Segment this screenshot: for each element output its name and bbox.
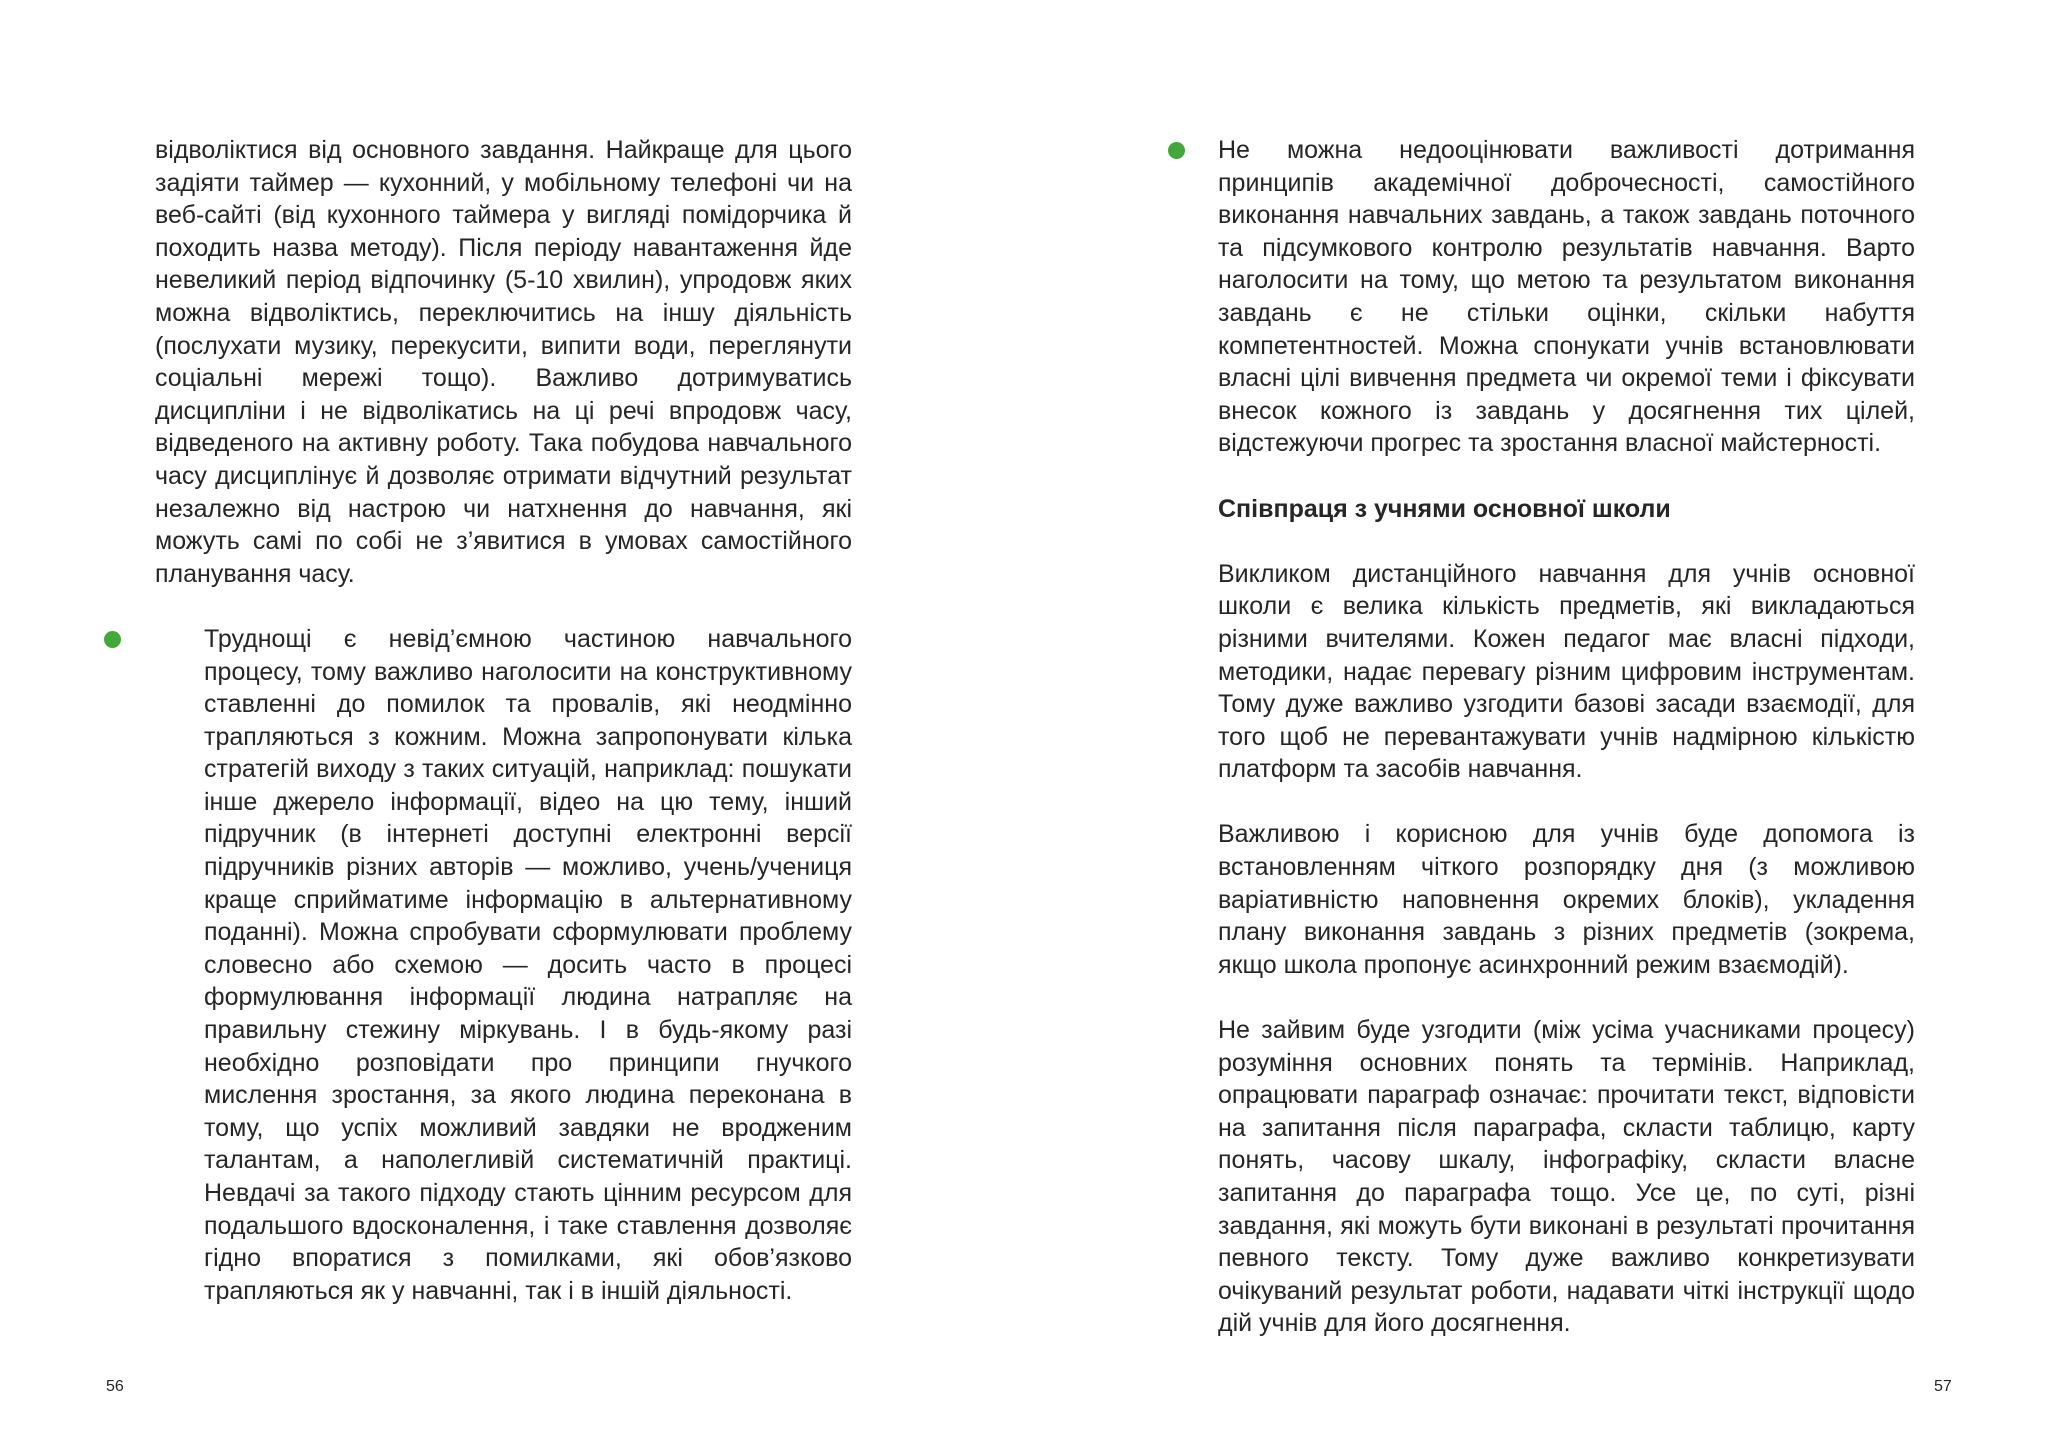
continued-paragraph: відволіктися від основного завдання. Найкраще для цього задіяти таймер — кухонний, у мобільному телефоні чи на веб-сайті (від кухонного таймера у вигляді помідорчика й походить назва методу). Після періоду навантаження йде невеликий період відпочинку (5-10 хвилин), упродовж яких можна відволіктись, переключитись на іншу діяльність (послухати музику, перекусити, випити води, переглянути соціальні мережі тощо). Важливо дотримуватись дисципліни і не відволікатись на ці речі впродовж часу, відведеного на активну роботу. Така побудова навчального часу дисциплінує й дозволяє отримати відчутний результат незалежно від настрою чи натхнення до навчання, які можуть самі по собі не з’явитися в умовах самостійного планування часу.	[155, 136, 852, 588]
page-number: 56	[106, 1378, 124, 1395]
right-text-column	[1218, 134, 1915, 1340]
section-heading: Співпраця з учнями основної школи	[1218, 494, 1671, 523]
paragraph-spacer	[1218, 460, 1915, 493]
paragraph-spacer	[155, 590, 852, 623]
left-text-column	[155, 134, 852, 1307]
bullet-paragraph: Труднощі є невід’ємною частиною навчального процесу, тому важливо наголосити на конструктивному ставленні до помилок та провалів, які неодмінно трапляються з кожним. Можна запропонувати кілька стратегій виходу з таких ситуацій, наприклад: пошукати інше джерело інформації, відео на цю тему, інший підручник (в інтернеті доступні електронні версії підручників різних авторів — можливо, учень/учениця краще сприйматиме інформацію в альтернативному поданні). Можна спробувати сформулювати проблему словесно або схемою — досить часто в процесі формулювання інформації людина натрапляє на правильну стежину міркувань. І в будь-якому разі необхідно розповідати про принципи гнучкого мислення зростання, за якого людина переконана в тому, що успіх можливий завдяки не вродженим талантам, а наполегливій систематичній практиці. Невдачі за такого підходу стають цінним ресурсом для подальшого вдосконалення, і таке ставлення дозволяє гідно впоратися з помилками, які обов’язково трапляються як у навчанні, так і в іншій діяльності.	[204, 624, 852, 1305]
body-paragraph-1: Викликом дистанційного навчання для учнів основної школи є велика кількість предметів, які викладаються різними вчителями. Кожен педагог має власні підходи, методики, надає перевагу різним цифровим інструментам. Тому дуже важливо узгодити базові засади взаємодії, для того щоб не перевантажувати учнів надмірною кількістю платформ та засобів навчання.	[1218, 559, 1915, 784]
paragraph-spacer	[1218, 786, 1915, 819]
right-page	[1024, 0, 2048, 1453]
bullet-item	[155, 623, 852, 1307]
bullet-paragraph: Не можна недооцінювати важливості дотримання принципів академічної доброчесності, самостійного виконання навчальних завдань, а також завдань поточного та підсумкового контролю результатів навчання. Варто наголосити на тому, що метою та результатом виконання завдань є не стільки оцінки, скільки набуття компетентностей. Можна спонукати учнів встановлювати власні цілі вивчення предмета чи окремої теми і фіксувати внесок кожного із завдань у досягнення тих цілей, відстежуючи прогрес та зростання власної майстерності.	[1218, 136, 1915, 458]
body-paragraph-2: Важливою і корисною для учнів буде допомога із встановленням чіткого розпорядку дня (з можливою варіативністю наповнення окремих блоків), укладення плану виконання завдань з різних предметів (зокрема, якщо школа пропонує асинхронний режим взаємодій).	[1218, 820, 1915, 979]
bullet-item	[1218, 134, 1915, 460]
green-bullet-icon	[104, 631, 121, 648]
paragraph-spacer	[1218, 981, 1915, 1014]
paragraph-spacer	[1218, 525, 1915, 558]
green-bullet-icon	[1168, 142, 1185, 159]
page-number: 57	[1934, 1378, 1952, 1395]
body-paragraph-3: Не зайвим буде узгодити (між усіма учасниками процесу) розуміння основних понять та термінів. Наприклад, опрацювати параграф означає: прочитати текст, відповісти на запитання після параграфа, скласти таблицю, карту понять, часову шкалу, інфографіку, скласти власне запитання до параграфа тощо. Усе це, по суті, різні завдання, які можуть бути виконані в результаті прочитання певного тексту. Тому дуже важливо конкретизувати очікуваний результат роботи, надавати чіткі інструкції щодо дій учнів для його досягнення.	[1218, 1016, 1915, 1338]
